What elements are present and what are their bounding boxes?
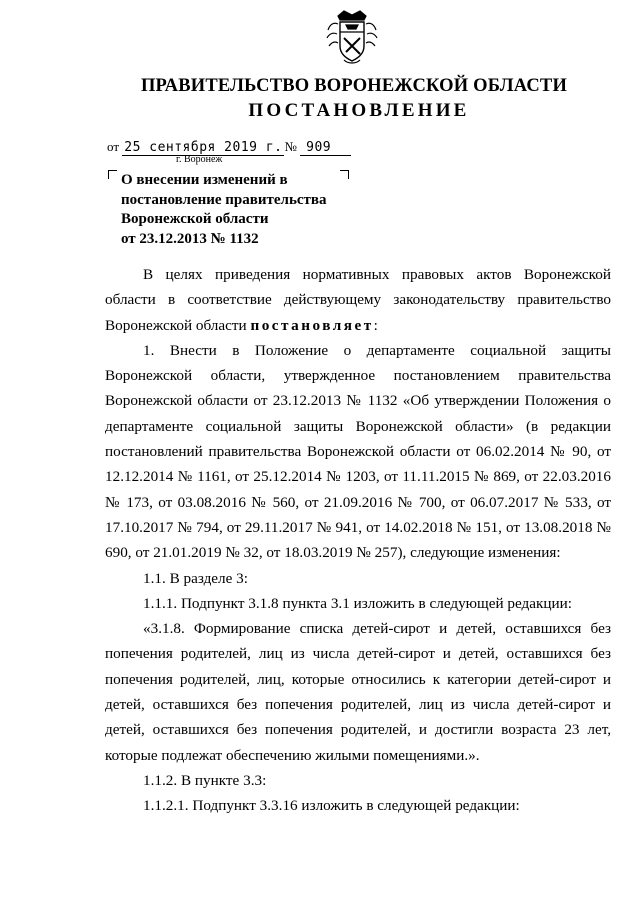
preamble-end: : (373, 316, 378, 334)
date-value: 25 сентября 2019 г. (124, 140, 283, 155)
coat-of-arms-icon (324, 8, 380, 66)
document-subject (121, 171, 361, 249)
preamble-verb: постановляет (250, 316, 374, 334)
item-1-1-paragraph: 1.1. В разделе 3: (143, 569, 248, 587)
quote-3-1-8-paragraph: «3.1.8. Формирование списка детей-сирот и детей, оставшихся без попечения родителей, лиц из числа детей-сирот и детей, оставшихся без попечения родителей, лиц, которые относились к категории детей-сирот и детей, оставшихся без попечения родителей, лиц из числа детей-сирот и детей, оставшихся без попечения родителей, и достигли возраста 23 лет, которые подлежат обеспечению жилыми помещениями.». (105, 620, 611, 764)
preamble-text: В целях приведения нормативных правовых актов Воронежской области в соответствие действующему законодательству правительство Воронежской области (105, 266, 611, 334)
subject-line: постановление правительства (121, 191, 327, 208)
subject-bracket-left (108, 170, 117, 179)
number-label: № (284, 139, 297, 154)
document-body (105, 262, 611, 819)
item-1-paragraph: 1. Внести в Положение о департаменте социальной защиты Воронежской области, утвержденное постановлением правительства Воронежской области от 23.12.2013 № 1132 «Об утверждении Положения о департаменте социальной защиты Воронежской области» (в редакции постановлений правительства Воронежской области от 06.02.2014 № 90, от 12.12.2014 № 1161, от 25.12.2014 № 1203, от 11.11.2015 № 869, от 22.03.2016 № 173, от 03.08.2016 № 560, от 21.09.2016 № 700, от 06.07.2017 № 533, от 17.10.2017 № 794, от 29.11.2017 № 941, от 14.02.2018 № 151, от 13.08.2018 № 690, от 21.01.2019 № 32, от 18.03.2019 № 257), следующие изменения: (105, 341, 611, 562)
subject-line: от 23.12.2013 № 1132 (121, 230, 259, 247)
subject-line: О внесении изменений в (121, 172, 288, 188)
date-prefix: от (107, 139, 120, 154)
preamble-paragraph (105, 262, 611, 338)
organization-name: ПРАВИТЕЛЬСТВО ВОРОНЕЖСКОЙ ОБЛАСТИ (140, 76, 568, 96)
subject-line: Воронежской области (121, 211, 269, 227)
item-1-1-2-1-paragraph: 1.1.2.1. Подпункт 3.3.16 изложить в следующей редакции: (143, 797, 520, 815)
date-number-line (107, 139, 351, 156)
item-1-1-1-paragraph: 1.1.1. Подпункт 3.1.8 пункта 3.1 изложить в следующей редакции: (143, 594, 572, 612)
number-value: 909 (306, 140, 332, 155)
document-type: ПОСТАНОВЛЕНИЕ (248, 100, 470, 121)
city-label: г. Воронеж (176, 154, 223, 165)
item-1-1-2-paragraph: 1.1.2. В пункте 3.3: (143, 771, 267, 789)
